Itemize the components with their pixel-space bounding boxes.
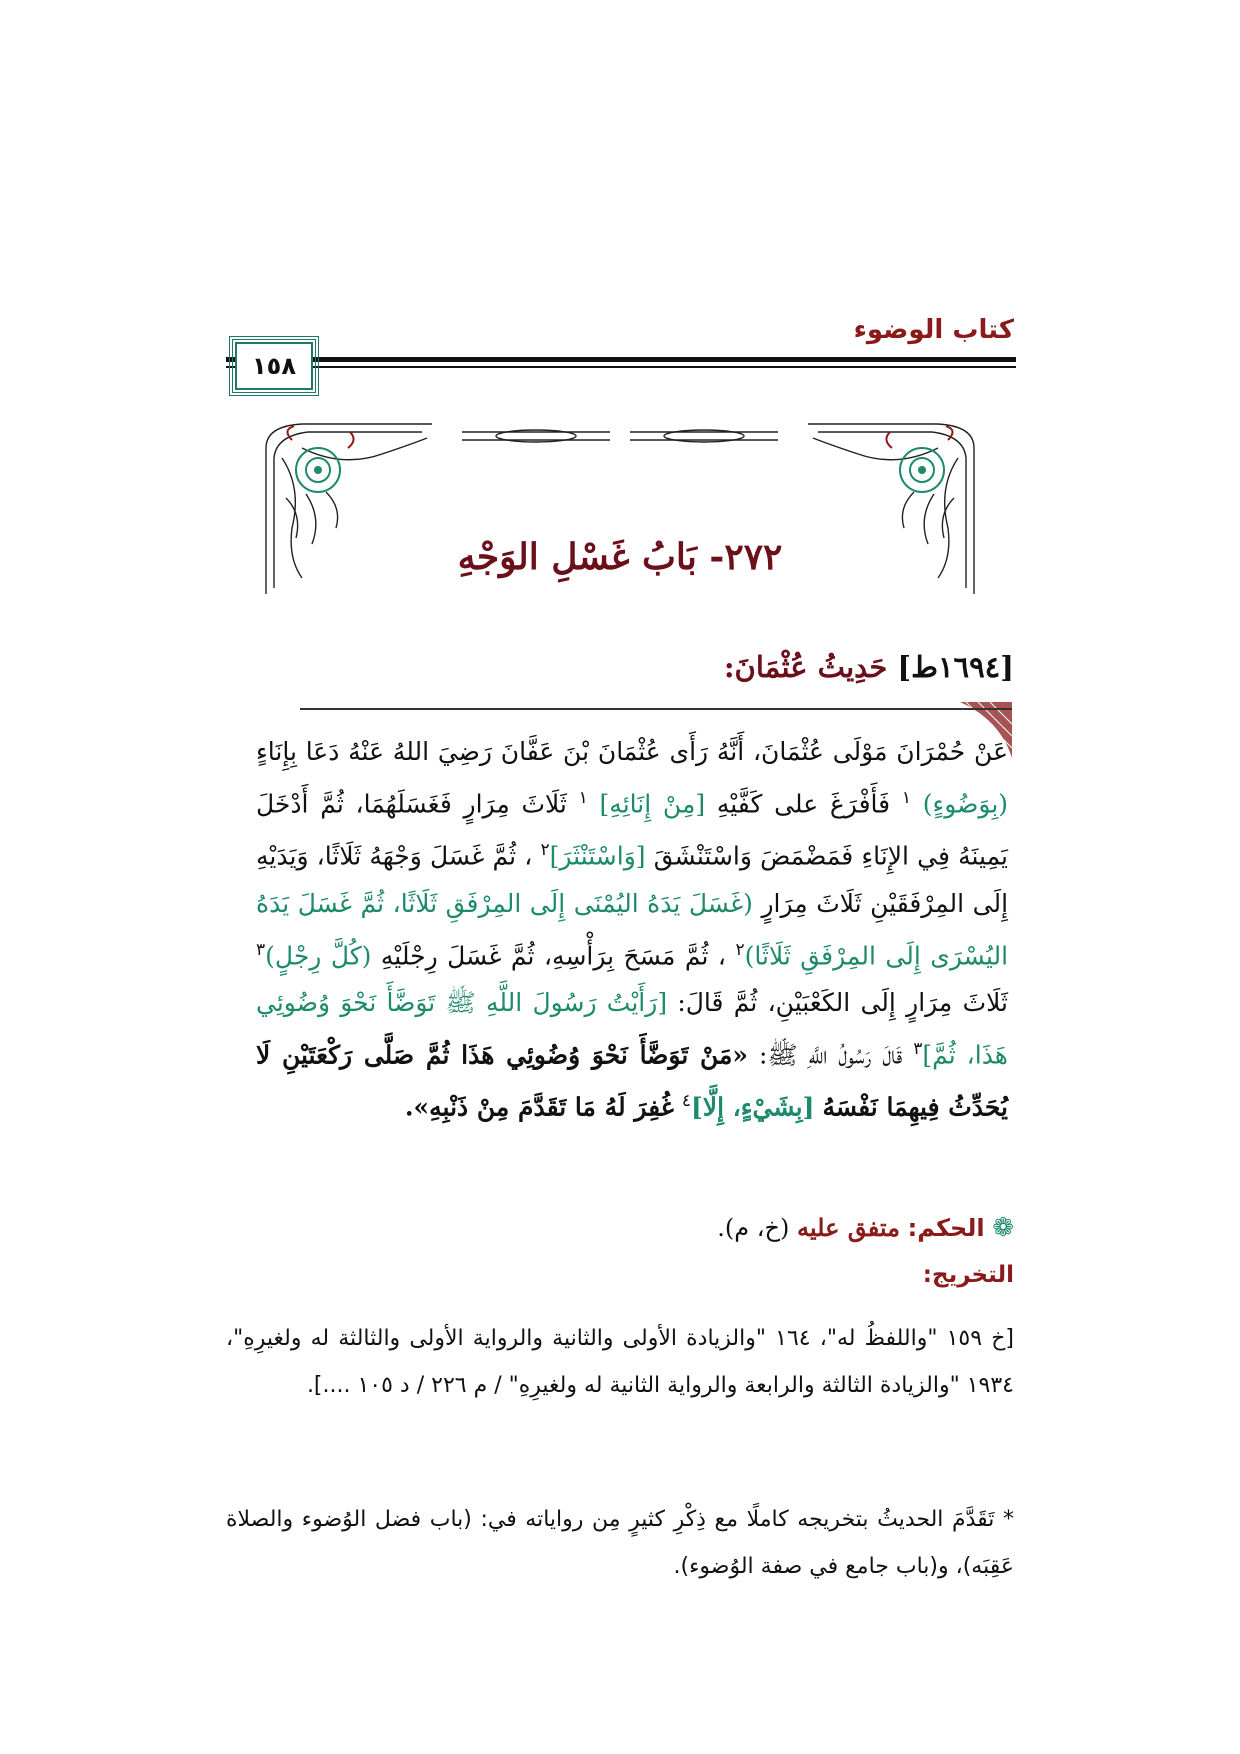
hadith-addition: [مِنْ إِنَائِهِ] [599, 789, 706, 819]
hadith-variant: (بِوَضُوءٍ) [922, 789, 1009, 819]
takhrij-text: [خ ١٥٩ "واللفظُ له"، ١٦٤ "والزيادة الأولى والثانية والرواية الأولى والثالثة له ولغيرِهِ"، ١٩٣٤ "والزيادة الثالثة والرابعة والرواية الثانية له ولغيرِهِ" / م ٢٢٦ / د ١٠٥ ....]. [226, 1326, 1014, 1398]
hadith-addition: [رَأَيْتُ رَسُولَ اللَّهِ ﷺ تَوَضَّأَ نَحْوَ وُضُوئِي هَذَا، ثُمَّ] [256, 987, 1008, 1070]
ruling-detail: (خ، م). [717, 1214, 790, 1242]
chapter-title: ٢٧٢- بَابُ غَسْلِ الوَجْهِ [457, 536, 783, 578]
hadith-segment: ثَلَاثَ مِرَارٍ إِلَى الكَعْبَيْنِ، ثُمَّ قَالَ: [677, 987, 1008, 1017]
hadith-variant: (كُلَّ رِجْلٍ) [265, 940, 372, 970]
footnote-ref: ١ [901, 788, 911, 808]
ornament-band-icon [462, 430, 778, 442]
hadith-number: [١٦٩٤ط] [897, 650, 1014, 684]
running-title: كتاب الوضوء [853, 315, 1014, 345]
hadith-segment: عَنْ حُمْرَانَ مَوْلَى عُثْمَانَ، أَنَّهُ رَأَى عُثْمَانَ بْنَ عَفَّانَ رَضِيَ اللهُ عَنْهُ دَعَا بِإِنَاءٍ [256, 737, 1008, 766]
footnote-ref: ٢ [540, 840, 550, 861]
hadith-segment: ثَلَاثَ مِرَارٍ فَغَسَلَهُمَا، ثُمَّ أَدْخَلَ يَمِينَهُ فِي الإِنَاءِ فَمَضْمَضَ وَاسْتَنْشَقَ [256, 789, 1008, 871]
footnote-ref: ٤ [681, 1091, 691, 1112]
hadith-segment: ، ثُمَّ غَسَلَ وَجْهَهُ ثَلَاثًا، وَيَدَيْهِ إِلَى المِرْفَقَيْنِ ثَلَاثَ مِرَارٍ [256, 841, 1009, 918]
ruling-label: الحكم: [907, 1214, 985, 1242]
ruling-line [254, 1208, 1014, 1248]
hadith-title: حَدِيثُ عُثْمَانَ: [723, 650, 888, 684]
page-number: ١٥٨ [235, 342, 313, 390]
footnote-ref: ٣ [913, 1038, 923, 1059]
hadith-addition: [وَاسْتَنْثَرَ] [549, 841, 646, 871]
takhrij-heading: التخريج: [922, 1262, 1014, 1288]
hadith-segment: قَالَ رَسُولُ اللَّهِ ﷺ: [759, 1040, 903, 1070]
note-text: * تَقَدَّمَ الحديثُ بتخريجه كاملًا مع ذِكْرِ كثيرٍ مِن رواياته في: (باب فضل الوُضوء والصلاة عَقِبَه)، و(باب جامع في صفة الوُضوء). [226, 1507, 1014, 1579]
hadith-addition: [بِشَيْءٍ، إِلَّا] [690, 1092, 815, 1122]
flower-bullet-icon: ❁ [992, 1213, 1014, 1243]
hadith-body [256, 728, 1008, 1131]
hadith-variant: (غَسَلَ يَدَهُ اليُمْنَى إِلَى المِرْفَقِ ثَلَاثًا، ثُمَّ غَسَلَ يَدَهُ اليُسْرَى إِلَى المِرْفَقِ ثَلَاثًا) [256, 888, 1009, 970]
footnote-ref: ٢ [735, 939, 745, 960]
hadith-box-rule [300, 708, 1012, 710]
footnote-ref: ٣ [256, 939, 266, 960]
hadith-heading [314, 650, 1014, 684]
hadith-segment: ، ثُمَّ مَسَحَ بِرَأْسِهِ، ثُمَّ غَسَلَ رِجْلَيْهِ [380, 940, 726, 970]
hadith-prophetic-saying-end: غُفِرَ لَهُ مَا تَقَدَّمَ مِنْ ذَنْبِهِ». [404, 1092, 674, 1122]
hadith-prophetic-saying: «مَنْ تَوَضَّأَ نَحْوَ وُضُوئِي هَذَا ثُمَّ صَلَّى رَكْعَتَيْنِ لَا يُحَدِّثُ فِيهِمَا نَفْسَهُ [256, 1040, 1008, 1122]
ruling-value: متفق عليه [797, 1213, 900, 1242]
footnote-ref: ١ [578, 788, 588, 808]
header-rule-thick [226, 357, 1016, 362]
header-rule-thin [226, 366, 1016, 368]
hadith-segment: فَأَفْرَغَ على كَفَّيْهِ [716, 789, 891, 819]
